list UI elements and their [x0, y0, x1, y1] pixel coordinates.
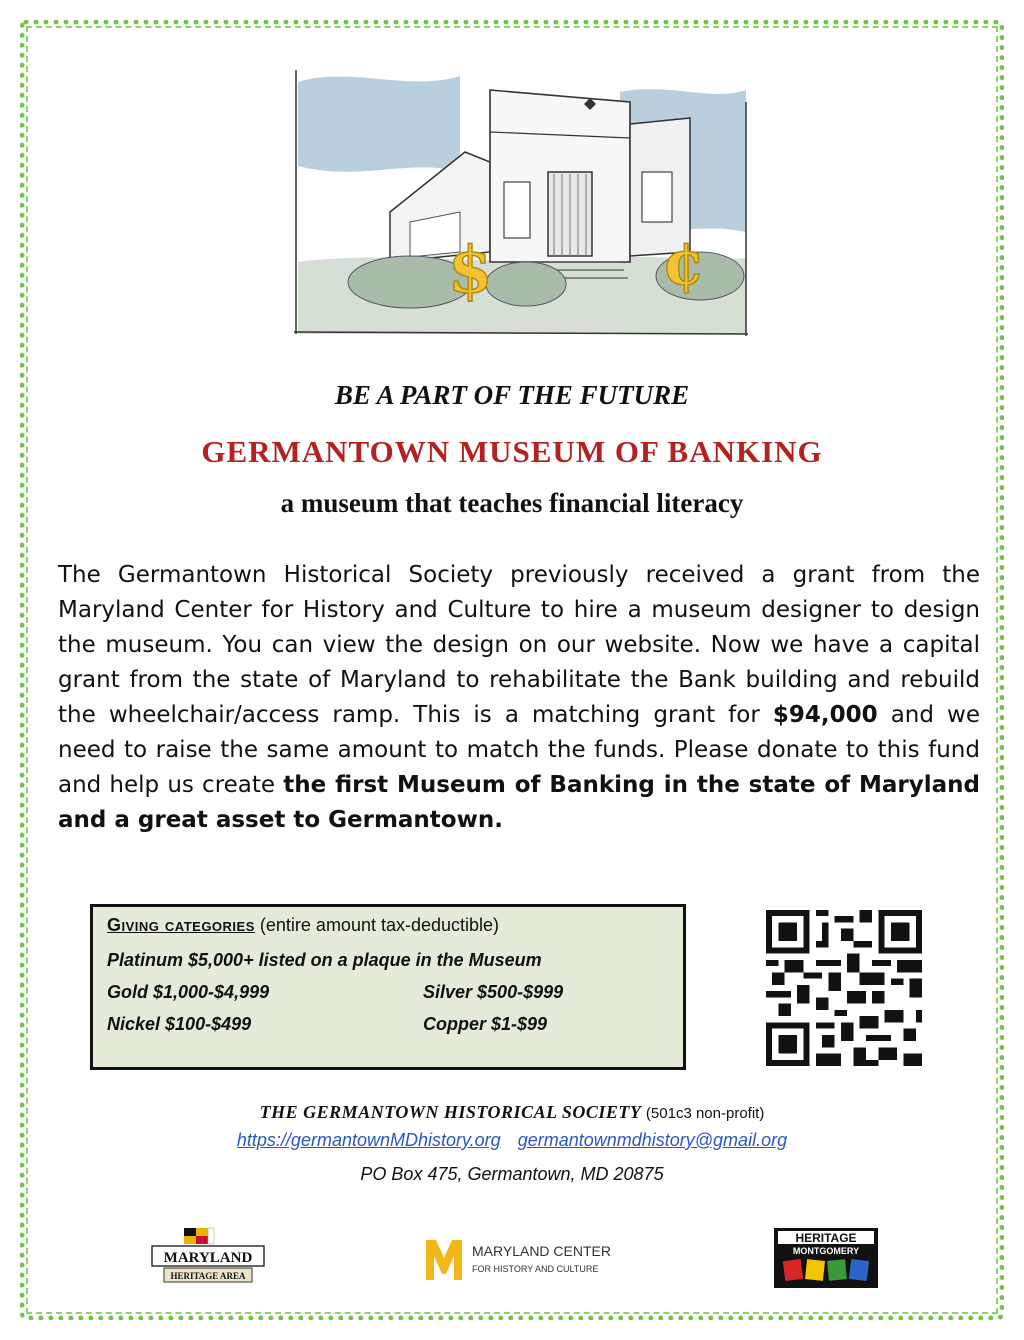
grant-amount: $94,000	[772, 702, 878, 728]
giving-copper: Copper $1-$99	[423, 1014, 548, 1034]
giving-platinum: Platinum $5,000+ listed on a plaque in the Museum	[107, 950, 542, 970]
hm-logo-line2: MONTGOMERY	[792, 1246, 860, 1256]
nonprofit-label: (501c3 non-profit)	[645, 1105, 765, 1122]
maryland-center-logo	[424, 1236, 611, 1284]
society-line	[0, 1102, 1024, 1123]
contact-links	[0, 1130, 1024, 1151]
svg-text:¢: ¢	[662, 226, 706, 299]
giving-title: Giving categories	[107, 915, 255, 935]
email-link[interactable]: germantownmdhistory@gmail.org	[517, 1130, 788, 1150]
giving-silver: Silver $500-$999	[423, 982, 564, 1002]
mchc-logo-line2: FOR HISTORY AND CULTURE	[472, 1264, 599, 1274]
md-logo-top-text: MARYLAND	[163, 1250, 253, 1266]
headline-museum-name: GERMANTOWN MUSEUM OF BANKING	[201, 434, 823, 469]
body-text-part2: and we need to raise the same amount to match the funds. Please donate to this fund and help us create	[58, 702, 981, 798]
hm-logo-line1: HERITAGE	[795, 1231, 857, 1245]
website-link[interactable]: https://germantownMDhistory.org	[236, 1130, 501, 1150]
giving-nickel: Nickel $100-$499	[107, 1014, 252, 1034]
mchc-logo-line1: MARYLAND CENTER	[472, 1243, 611, 1259]
giving-row-nickel-copper	[107, 1014, 669, 1046]
headline-future: BE A PART OF THE FUTURE	[334, 380, 690, 410]
svg-text:$: $	[448, 233, 493, 308]
headline-tagline: a museum that teaches financial literacy	[280, 488, 744, 518]
md-logo-bottom-text: HERITAGE AREA	[170, 1271, 246, 1281]
body-paragraph	[58, 558, 980, 838]
bank-building-illustration	[290, 62, 752, 352]
qr-code[interactable]	[766, 910, 922, 1066]
giving-row-gold-silver	[107, 982, 669, 1014]
society-name: THE GERMANTOWN HISTORICAL SOCIETY	[259, 1102, 642, 1122]
giving-categories-box	[90, 904, 686, 1070]
heritage-montgomery-logo	[774, 1228, 878, 1288]
giving-note: (entire amount tax-deductible)	[259, 915, 500, 935]
mailing-address: PO Box 475, Germantown, MD 20875	[360, 1164, 664, 1184]
body-text-period: .	[494, 807, 503, 833]
body-text-emphasis: the first Museum of Banking in the state of Maryland and a great asset to Germantown	[58, 772, 980, 833]
giving-row-platinum	[107, 950, 669, 982]
giving-gold: Gold $1,000-$4,999	[107, 982, 270, 1002]
body-text-part1: The Germantown Historical Society previously received a grant from the Maryland Center for History and Culture to hire a museum designer to design the museum. You can view the design on our website. Now we have a capital grant from the state of Maryland to rehabilitate the Bank building and rebuild the wheelchair/access ramp. This is a matching grant for	[58, 562, 980, 728]
maryland-heritage-area-logo	[150, 1228, 266, 1288]
giving-title-line	[107, 915, 669, 936]
